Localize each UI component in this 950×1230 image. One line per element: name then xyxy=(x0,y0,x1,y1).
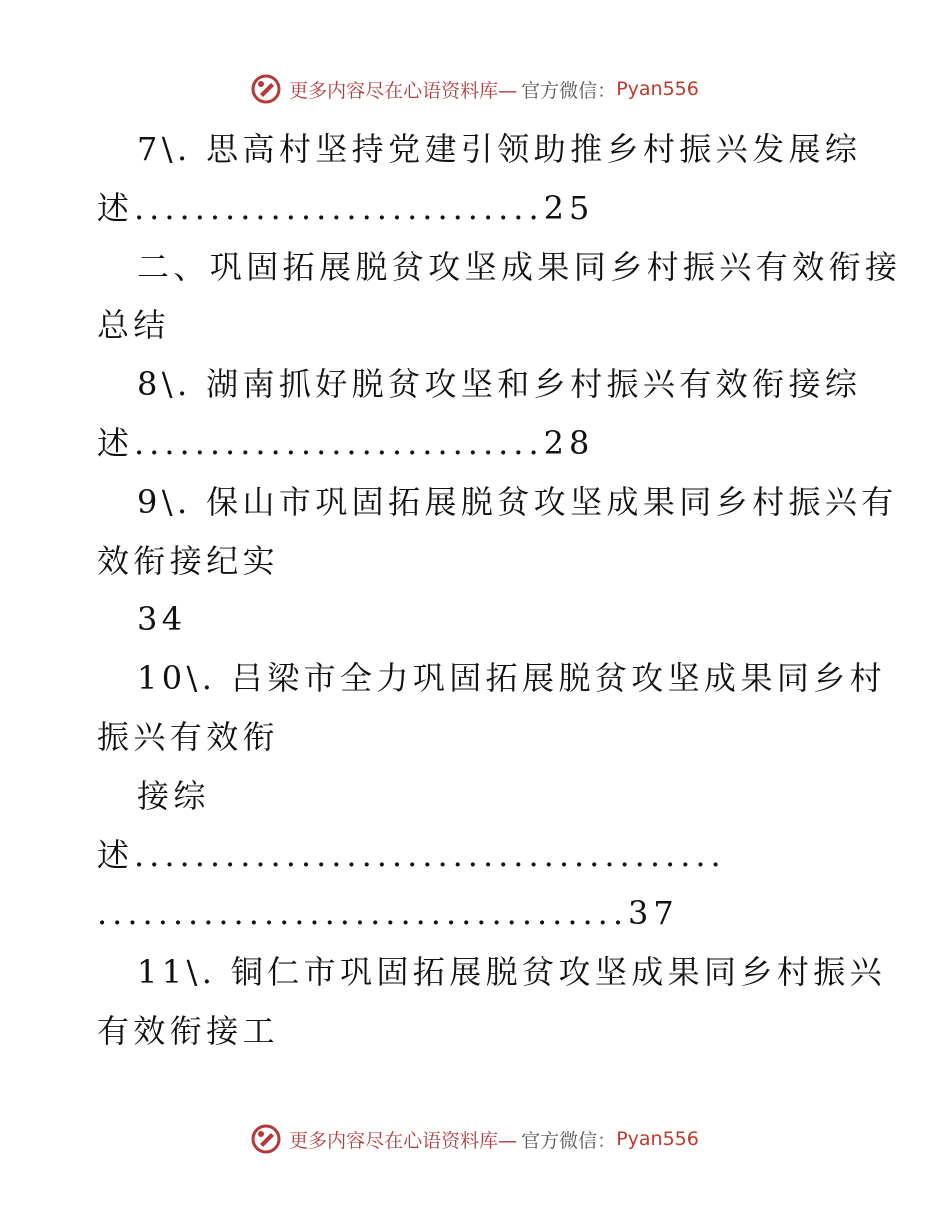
footer-banner xyxy=(0,1124,950,1154)
banner-wechat-label: 官方微信： xyxy=(521,1129,617,1152)
toc-line: 述....................................... xyxy=(97,835,726,874)
logo-icon xyxy=(251,74,281,104)
toc-line: 述...........................25 xyxy=(97,188,595,227)
toc-line: 有效衔接工 xyxy=(97,1011,280,1050)
toc-line: 9\. 保山市巩固拓展脱贫攻坚成果同乡村振兴有 xyxy=(137,482,898,521)
toc-line: 8\. 湖南抓好脱贫攻坚和乡村振兴有效衔接综 xyxy=(137,365,862,404)
toc-content xyxy=(97,120,902,1061)
toc-line: 效衔接纪实 xyxy=(97,541,280,580)
toc-line: 总结 xyxy=(97,306,170,345)
toc-line: 7\. 思高村坚持党建引领助推乡村振兴发展综 xyxy=(137,130,862,168)
toc-line: ...................................37 xyxy=(97,894,679,933)
toc-line: 11\. 铜仁市巩固拓展脱贫攻坚成果同乡村振兴 xyxy=(137,953,887,992)
header-banner xyxy=(0,74,950,104)
toc-line: 二、巩固拓展脱贫攻坚成果同乡村振兴有效衔接 xyxy=(137,247,902,286)
toc-line: 振兴有效衔 xyxy=(97,717,280,756)
logo-icon xyxy=(251,1124,281,1154)
toc-line: 述...........................28 xyxy=(97,423,595,462)
toc-line: 34 xyxy=(137,600,187,639)
banner-wechat-label: 官方微信： xyxy=(521,79,617,102)
toc-line: 10\. 吕梁市全力巩固拓展脱贫攻坚成果同乡村 xyxy=(137,659,887,698)
banner-text: 更多内容尽在心语资料库— xyxy=(289,1129,518,1152)
banner-text: 更多内容尽在心语资料库— xyxy=(289,79,518,102)
banner-wechat-id: Pyan556 xyxy=(616,1128,699,1150)
banner-wechat-id: Pyan556 xyxy=(616,78,699,100)
toc-line: 接综 xyxy=(137,776,210,815)
